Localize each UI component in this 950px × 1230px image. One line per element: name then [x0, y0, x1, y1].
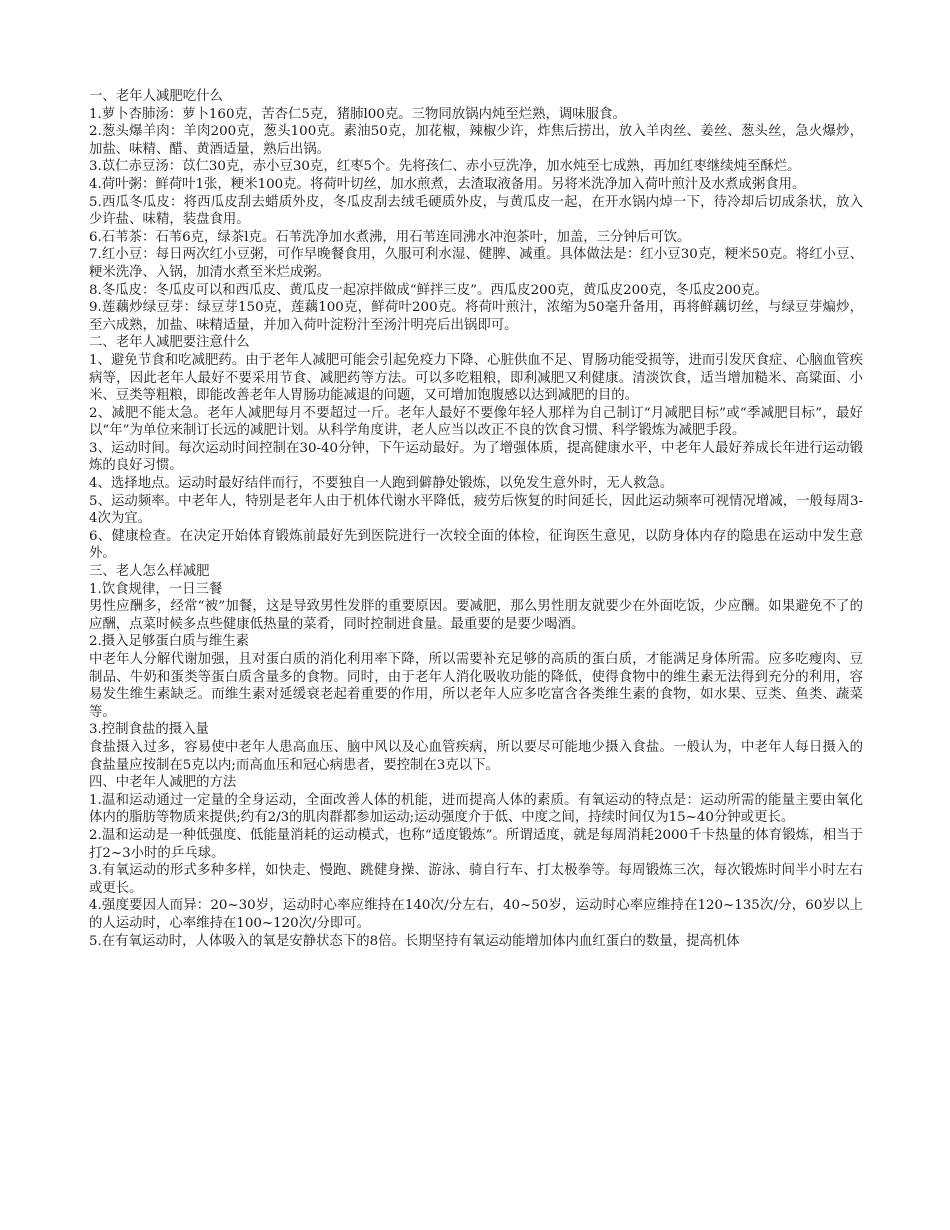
subheading: 2.摄入足够蛋白质与维生素 [89, 634, 250, 650]
paragraph: 4、选择地点。运动时最好结伴而行，不要独自一人跑到僻静处锻炼，以免发生意外时，无人救急。 [89, 476, 674, 492]
document-body [89, 88, 863, 950]
paragraph: 8.冬瓜皮：冬瓜皮可以和西瓜皮、黄瓜皮一起凉拌做成“鲜拌三皮”。西瓜皮200克，黄瓜皮200克，冬瓜皮200克。 [89, 282, 768, 298]
paragraph: 中老年人分解代谢加强，且对蛋白质的消化利用率下降，所以需要补充足够的高质的蛋白质，才能满足身体所需。应多吃瘦肉、豆制品、牛奶和蛋类等蛋白质含量多的食物。同时，由于老年人消化吸收功能的降低，使得食物中的维生素无法得到充分的利用，容易发生维生素缺乏。而维生素对延缓衰老起着重要的作用，所以老年人应多吃富含各类维生素的食物，如水果、豆类、鱼类、蔬菜等。 [89, 652, 863, 720]
paragraph: 2、减肥不能太急。老年人减肥每月不要超过一斤。老年人最好不要像年轻人那样为自己制订“月减肥目标”或“季减肥目标”，最好以“年”为单位来制订长远的减肥计划。从科学角度讲，老人应当以改正不良的饮食习惯、科学锻炼为减肥手段。 [89, 405, 863, 439]
paragraph: 5.在有氧运动时，人体吸入的氧是安静状态下的8倍。长期坚持有氧运动能增加体内血红蛋白的数量，提高机体 [89, 933, 740, 949]
paragraph: 1.温和运动通过一定量的全身运动，全面改善人体的机能，进而提高人体的素质。有氧运动的特点是：运动所需的能量主要由氧化体内的脂肪等物质来提供;约有2/3的肌肉群都参加运动;运动强度介于低、中度之间，持续时间仅为15~40分钟或更长。 [89, 792, 863, 826]
subheading: 1.饮食规律，一日三餐 [89, 581, 223, 597]
paragraph: 6、健康检查。在决定开始体育锻炼前最好先到医院进行一次较全面的体检，征询医生意见，以防身体内存的隐患在运动中发生意外。 [89, 528, 863, 562]
paragraph: 2.葱头爆羊肉：羊肉200克，葱头100克。素油50克，加花椒，辣椒少许，炸焦后捞出，放入羊肉丝、姜丝、葱头丝，急火爆炒，加盐、味精、醋、黄酒适量，熟后出锅。 [89, 124, 863, 157]
paragraph: 9.莲藕炒绿豆芽：绿豆芽150克，莲藕100克，鲜荷叶200克。将荷叶煎汁，浓缩为50毫升备用，再将鲜藕切丝，与绿豆芽煸炒，至六成熟，加盐、味精适量，并加入荷叶淀粉汁至汤汁明亮后出锅即可。 [89, 300, 863, 333]
paragraph: 4.强度要因人而异：20~30岁，运动时心率应维持在140次/分左右，40~50岁，运动时心率应维持在120~135次/分，60岁以上的人运动时，心率维持在100~120次/分即可。 [89, 898, 863, 931]
paragraph: 3.苡仁赤豆汤：苡仁30克，赤小豆30克，红枣5个。先将孩仁、赤小豆洗净，加水炖至七成熟，再加红枣继续炖至酥烂。 [89, 159, 801, 175]
section-heading: 一、老年人减肥吃什么 [89, 89, 223, 104]
section-heading: 二、老年人减肥要注意什么 [89, 335, 250, 351]
paragraph: 1.萝卜杏肺汤：萝卜160克，苦杏仁5克，猪肺l00克。三物同放锅内炖至烂熟，调味服食。 [89, 106, 626, 122]
paragraph: 3.有氧运动的形式多种多样，如快走、慢跑、跳健身操、游泳、骑自行车、打太极拳等。每周锻炼三次，每次锻炼时间半小时左右或更长。 [89, 863, 863, 896]
paragraph: 1、避免节食和吃减肥药。由于老年人减肥可能会引起免疫力下降、心脏供血不足、胃肠功能受损等，进而引发厌食症、心脑血管疾病等，因此老年人最好不要采用节食、减肥药等方法。可以多吃粗粮，即利减肥又利健康。清淡饮食，适当增加糙米、高粱面、小米、豆类等粗粮，即能改善老年人胃肠功能减退的问题，又可增加饱腹感以达到减肥的目的。 [89, 352, 863, 404]
section-heading: 四、中老年人减肥的方法 [89, 775, 237, 791]
paragraph: 3、运动时间。每次运动时间控制在30-40分钟，下午运动最好。为了增强体质，提高健康水平，中老年人最好养成长年进行运动锻炼的良好习惯。 [89, 440, 863, 474]
paragraph: 6.石苇茶：石苇6克，绿茶l克。石苇洗净加水煮沸，用石苇连同沸水冲泡茶叶，加盖，三分钟后可饮。 [89, 229, 691, 245]
paragraph: 2.温和运动是一种低强度、低能量消耗的运动模式，也称“适度锻炼”。所谓适度，就是每周消耗2000千卡热量的体育锻炼，相当于打2~3小时的乒乓球。 [89, 827, 863, 861]
paragraph: 男性应酬多，经常“被”加餐，这是导致男性发胖的重要原因。要减肥，那么男性朋友就要少在外面吃饭，少应酬。如果避免不了的应酬，点菜时候多点些健康低热量的菜肴，同时控制进食量。最重要的是要少喝酒。 [89, 599, 863, 632]
paragraph: 5、运动频率。中老年人，特别是老年人由于机体代谢水平降低，疲劳后恢复的时间延长，因此运动频率可视情况增减，一般每周3-4次为宜。 [89, 493, 863, 527]
subheading: 3.控制食盐的摄入量 [89, 722, 209, 738]
section-heading: 三、老人怎么样减肥 [89, 564, 210, 580]
paragraph: 5.西瓜冬瓜皮：将西瓜皮刮去蜡质外皮，冬瓜皮刮去绒毛硬质外皮，与黄瓜皮一起，在开水锅内焯一下，待冷却后切成条状，放入少许盐、味精，装盘食用。 [89, 194, 863, 228]
paragraph: 4.荷叶粥：鲜荷叶1张，粳米100克。将荷叶切丝，加水煎煮，去渣取液备用。另将米洗净加入荷叶煎汁及水煮成粥食用。 [89, 176, 806, 192]
paragraph: 食盐摄入过多，容易使中老年人患高血压、脑中风以及心血管疾病，所以要尽可能地少摄入食盐。一般认为，中老年人每日摄入的食盐量应按制在5克以内;而高血压和冠心病患者，要控制在3克以下。 [89, 739, 863, 773]
paragraph: 7.红小豆：每日两次红小豆粥，可作早晚餐食用，久服可利水湿、健脾、减重。具体做法是：红小豆30克，粳米50克。将红小豆、粳米洗净、入锅，加清水煮至米烂成粥。 [89, 247, 863, 280]
